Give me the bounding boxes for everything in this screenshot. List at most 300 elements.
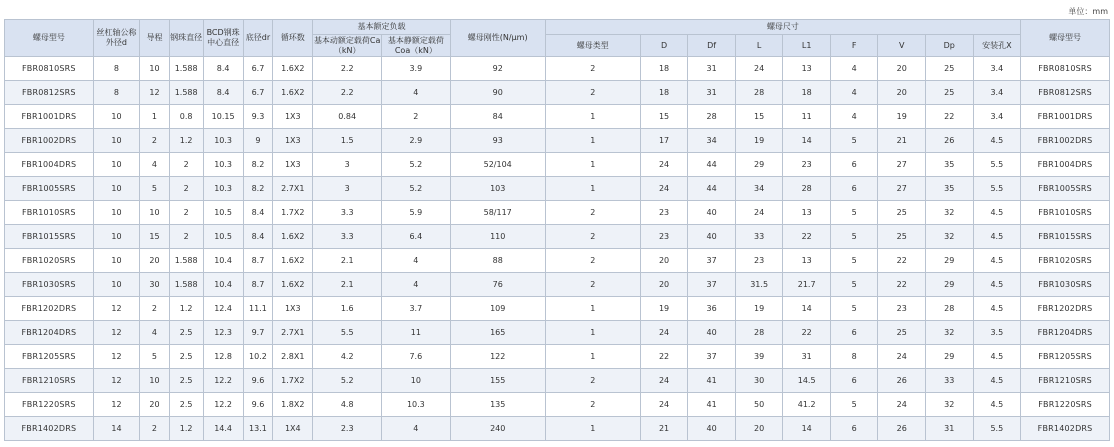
table-cell: 4.5 (973, 273, 1021, 297)
table-cell: 76 (450, 273, 545, 297)
table-cell: 12.8 (203, 345, 243, 369)
table-cell: 5 (140, 345, 170, 369)
header-D: D (640, 35, 688, 57)
header-F: F (830, 35, 878, 57)
table-row (5, 393, 1110, 417)
table-cell: 21 (878, 129, 926, 153)
table-row (5, 105, 1110, 129)
table-cell: 41 (688, 393, 736, 417)
table-cell: 41.2 (783, 393, 831, 417)
header-V: V (878, 35, 926, 57)
header-model: 螺母型号 (5, 20, 94, 57)
table-row (5, 369, 1110, 393)
table-cell: 3.3 (313, 225, 382, 249)
table-cell: 2 (545, 225, 640, 249)
table-cell: 26 (878, 417, 926, 441)
table-cell: 10.2 (243, 345, 273, 369)
table-cell: 2 (545, 393, 640, 417)
model-cell: FBR1001DRS (5, 105, 94, 129)
table-cell: 20 (878, 57, 926, 81)
table-cell: 1.7X2 (273, 201, 313, 225)
table-cell: 1.6X2 (273, 225, 313, 249)
table-cell: 3.7 (382, 297, 451, 321)
table-cell: 8.4 (243, 201, 273, 225)
table-row (5, 153, 1110, 177)
table-cell: 22 (925, 105, 973, 129)
header-Df: Df (688, 35, 736, 57)
table-cell: 10.3 (382, 393, 451, 417)
model-cell: FBR1010SRS (1021, 201, 1110, 225)
table-row (5, 345, 1110, 369)
table-cell: 29 (735, 153, 783, 177)
table-cell: 10 (93, 225, 139, 249)
table-cell: 30 (140, 273, 170, 297)
table-cell: 7.6 (382, 345, 451, 369)
table-cell: 20 (640, 273, 688, 297)
table-cell: 26 (925, 129, 973, 153)
model-cell: FBR1402DRS (5, 417, 94, 441)
table-cell: 2.8X1 (273, 345, 313, 369)
table-cell: 1 (545, 321, 640, 345)
table-cell: 3.5 (973, 321, 1021, 345)
table-cell: 1.5 (313, 129, 382, 153)
table-cell: 31 (783, 345, 831, 369)
table-cell: 4.5 (973, 201, 1021, 225)
table-cell: 1 (545, 297, 640, 321)
table-cell: 27 (878, 153, 926, 177)
table-cell: 24 (640, 153, 688, 177)
table-cell: 31 (688, 81, 736, 105)
table-cell: 135 (450, 393, 545, 417)
model-cell: FBR1015SRS (1021, 225, 1110, 249)
table-cell: 22 (640, 345, 688, 369)
table-cell: 3 (313, 153, 382, 177)
table-cell: 165 (450, 321, 545, 345)
table-cell: 20 (640, 249, 688, 273)
table-cell: 25 (878, 201, 926, 225)
table-cell: 22 (783, 321, 831, 345)
table-cell: 23 (783, 153, 831, 177)
table-cell: 44 (688, 177, 736, 201)
model-cell: FBR0810SRS (1021, 57, 1110, 81)
table-cell: 6 (830, 321, 878, 345)
table-cell: 12.3 (203, 321, 243, 345)
table-cell: 4 (382, 249, 451, 273)
table-cell: 1.6X2 (273, 273, 313, 297)
table-cell: 6 (830, 177, 878, 201)
table-cell: 28 (783, 177, 831, 201)
table-cell: 19 (640, 297, 688, 321)
table-cell: 2 (545, 57, 640, 81)
table-cell: 5.5 (313, 321, 382, 345)
model-cell: FBR1002DRS (5, 129, 94, 153)
table-cell: 22 (878, 249, 926, 273)
table-cell: 29 (925, 249, 973, 273)
table-cell: 2.1 (313, 273, 382, 297)
table-cell: 3.3 (313, 201, 382, 225)
table-cell: 41 (688, 369, 736, 393)
table-cell: 10.3 (203, 129, 243, 153)
table-cell: 19 (878, 105, 926, 129)
table-cell: 18 (783, 81, 831, 105)
header-ball-diameter: 钢珠直径 (169, 20, 203, 57)
table-cell: 3 (313, 177, 382, 201)
table-cell: 1.7X2 (273, 369, 313, 393)
table-cell: 14.5 (783, 369, 831, 393)
table-cell: 18 (640, 57, 688, 81)
table-cell: 24 (878, 393, 926, 417)
table-cell: 93 (450, 129, 545, 153)
table-cell: 10.3 (203, 153, 243, 177)
table-cell: 13 (783, 57, 831, 81)
table-cell: 22 (783, 225, 831, 249)
table-cell: 10.4 (203, 273, 243, 297)
model-cell: FBR1005SRS (5, 177, 94, 201)
table-cell: 5 (830, 297, 878, 321)
header-rigidity: 螺母刚性(N/μm) (450, 20, 545, 57)
table-cell: 40 (688, 417, 736, 441)
table-cell: 2.1 (313, 249, 382, 273)
table-cell: 13 (783, 249, 831, 273)
table-cell: 1 (545, 153, 640, 177)
table-cell: 109 (450, 297, 545, 321)
table-cell: 12 (93, 393, 139, 417)
table-cell: 11 (382, 321, 451, 345)
table-cell: 2.3 (313, 417, 382, 441)
ball-screw-nut-spec-table (4, 19, 1110, 441)
table-body (5, 57, 1110, 441)
table-cell: 4 (382, 273, 451, 297)
table-cell: 32 (925, 201, 973, 225)
table-cell: 10.5 (203, 201, 243, 225)
table-cell: 5.9 (382, 201, 451, 225)
table-cell: 33 (735, 225, 783, 249)
table-cell: 35 (925, 177, 973, 201)
table-cell: 29 (925, 273, 973, 297)
table-cell: 1.6X2 (273, 57, 313, 81)
table-cell: 23 (735, 249, 783, 273)
table-cell: 10 (93, 129, 139, 153)
table-cell: 6 (830, 417, 878, 441)
table-cell: 27 (878, 177, 926, 201)
table-cell: 15 (140, 225, 170, 249)
table-cell: 28 (925, 297, 973, 321)
table-cell: 5.2 (313, 369, 382, 393)
model-cell: FBR1004DRS (1021, 153, 1110, 177)
table-cell: 8.4 (203, 57, 243, 81)
table-cell: 5 (830, 249, 878, 273)
table-cell: 1.6X2 (273, 81, 313, 105)
table-cell: 50 (735, 393, 783, 417)
model-cell: FBR0810SRS (5, 57, 94, 81)
model-cell: FBR1004DRS (5, 153, 94, 177)
table-cell: 44 (688, 153, 736, 177)
table-cell: 15 (735, 105, 783, 129)
model-cell: FBR1030SRS (5, 273, 94, 297)
table-cell: 4 (140, 153, 170, 177)
table-cell: 8 (93, 81, 139, 105)
model-cell: FBR1005SRS (1021, 177, 1110, 201)
table-cell: 3.4 (973, 105, 1021, 129)
table-cell: 8.4 (243, 225, 273, 249)
table-row (5, 201, 1110, 225)
table-cell: 1.6 (313, 297, 382, 321)
table-row (5, 57, 1110, 81)
model-cell: FBR1205SRS (5, 345, 94, 369)
table-cell: 4 (830, 57, 878, 81)
header-lead: 导程 (140, 20, 170, 57)
table-cell: 31.5 (735, 273, 783, 297)
header-mount-hole: 安装孔X (973, 35, 1021, 57)
table-cell: 8.7 (243, 273, 273, 297)
table-cell: 2 (169, 201, 203, 225)
model-cell: FBR1001DRS (1021, 105, 1110, 129)
table-cell: 1.588 (169, 81, 203, 105)
table-row (5, 417, 1110, 441)
table-cell: 88 (450, 249, 545, 273)
table-cell: 58/117 (450, 201, 545, 225)
table-cell: 14.4 (203, 417, 243, 441)
table-cell: 1.2 (169, 417, 203, 441)
table-cell: 4.5 (973, 345, 1021, 369)
table-cell: 20 (140, 393, 170, 417)
table-cell: 13.1 (243, 417, 273, 441)
table-cell: 2 (140, 417, 170, 441)
table-cell: 10 (93, 105, 139, 129)
table-cell: 2.7X1 (273, 177, 313, 201)
table-cell: 2 (382, 105, 451, 129)
table-cell: 17 (640, 129, 688, 153)
table-cell: 1 (545, 105, 640, 129)
table-cell: 1X4 (273, 417, 313, 441)
table-cell: 28 (688, 105, 736, 129)
table-cell: 1.588 (169, 273, 203, 297)
table-cell: 5 (830, 393, 878, 417)
table-cell: 5.5 (973, 177, 1021, 201)
table-cell: 10.3 (203, 177, 243, 201)
table-cell: 24 (640, 177, 688, 201)
table-cell: 23 (640, 225, 688, 249)
table-cell: 8.2 (243, 177, 273, 201)
table-cell: 20 (140, 249, 170, 273)
table-cell: 24 (735, 57, 783, 81)
table-cell: 90 (450, 81, 545, 105)
table-cell: 31 (688, 57, 736, 81)
table-row (5, 225, 1110, 249)
header-static-load: 基本静额定载荷Coa（kN） (382, 35, 451, 57)
table-cell: 9.3 (243, 105, 273, 129)
table-cell: 25 (878, 321, 926, 345)
table-cell: 8 (830, 345, 878, 369)
table-cell: 4.5 (973, 393, 1021, 417)
table-cell: 1 (545, 177, 640, 201)
table-cell: 14 (783, 297, 831, 321)
table-cell: 5.2 (382, 153, 451, 177)
table-cell: 6 (830, 153, 878, 177)
table-cell: 25 (878, 225, 926, 249)
table-cell: 10 (93, 273, 139, 297)
table-cell: 1X3 (273, 129, 313, 153)
table-cell: 25 (925, 81, 973, 105)
table-cell: 122 (450, 345, 545, 369)
table-cell: 2 (545, 201, 640, 225)
table-cell: 3.4 (973, 81, 1021, 105)
table-cell: 37 (688, 273, 736, 297)
table-cell: 36 (688, 297, 736, 321)
table-cell: 92 (450, 57, 545, 81)
table-cell: 1 (140, 105, 170, 129)
table-cell: 22 (878, 273, 926, 297)
table-cell: 6.4 (382, 225, 451, 249)
table-cell: 31 (925, 417, 973, 441)
table-cell: 9 (243, 129, 273, 153)
unit-label: 单位：mm (1068, 7, 1108, 16)
table-cell: 19 (735, 129, 783, 153)
table-cell: 4 (830, 81, 878, 105)
header-circuits: 循环数 (273, 20, 313, 57)
table-cell: 2.5 (169, 321, 203, 345)
table-cell: 12 (93, 321, 139, 345)
table-cell: 5 (830, 225, 878, 249)
table-cell: 18 (640, 81, 688, 105)
table-cell: 12.2 (203, 369, 243, 393)
table-cell: 5 (830, 273, 878, 297)
table-cell: 12 (140, 81, 170, 105)
table-cell: 21 (640, 417, 688, 441)
model-cell: FBR1204DRS (5, 321, 94, 345)
header-dynamic-load: 基本动额定载荷Ca（kN） (313, 35, 381, 55)
table-cell: 2 (545, 369, 640, 393)
table-cell: 32 (925, 225, 973, 249)
table-cell: 1.2 (169, 297, 203, 321)
table-cell: 34 (688, 129, 736, 153)
table-cell: 2.2 (313, 81, 382, 105)
table-cell: 14 (93, 417, 139, 441)
table-cell: 8.4 (203, 81, 243, 105)
table-cell: 28 (735, 81, 783, 105)
table-cell: 4.2 (313, 345, 382, 369)
table-cell: 1X3 (273, 297, 313, 321)
header-model-right: 螺母型号 (1021, 20, 1110, 57)
table-row (5, 177, 1110, 201)
model-cell: FBR1010SRS (5, 201, 94, 225)
table-cell: 12 (93, 345, 139, 369)
table-cell: 2 (140, 129, 170, 153)
table-cell: 37 (688, 249, 736, 273)
table-cell: 5.5 (973, 417, 1021, 441)
model-cell: FBR1210SRS (1021, 369, 1110, 393)
table-cell: 26 (878, 369, 926, 393)
header-Dp: Dp (925, 35, 973, 57)
table-cell: 1 (545, 417, 640, 441)
model-cell: FBR1202DRS (5, 297, 94, 321)
table-cell: 12.2 (203, 393, 243, 417)
table-cell: 4.5 (973, 369, 1021, 393)
model-cell: FBR1220SRS (5, 393, 94, 417)
table-cell: 2 (140, 297, 170, 321)
table-cell: 155 (450, 369, 545, 393)
model-cell: FBR1204DRS (1021, 321, 1110, 345)
table-cell: 10 (140, 57, 170, 81)
table-cell: 1.588 (169, 249, 203, 273)
table-cell: 12 (93, 369, 139, 393)
table-cell: 10.15 (203, 105, 243, 129)
table-cell: 24 (640, 321, 688, 345)
table-cell: 29 (925, 345, 973, 369)
table-cell: 28 (735, 321, 783, 345)
table-cell: 4.5 (973, 225, 1021, 249)
table-row (5, 273, 1110, 297)
table-cell: 24 (640, 369, 688, 393)
table-cell: 10 (140, 201, 170, 225)
model-cell: FBR1205SRS (1021, 345, 1110, 369)
table-cell: 32 (925, 321, 973, 345)
table-cell: 11.1 (243, 297, 273, 321)
table-cell: 6.7 (243, 57, 273, 81)
table-cell: 10 (93, 177, 139, 201)
table-cell: 10 (140, 369, 170, 393)
table-row (5, 321, 1110, 345)
table-cell: 4.5 (973, 297, 1021, 321)
table-cell: 40 (688, 321, 736, 345)
table-cell: 25 (925, 57, 973, 81)
table-cell: 40 (688, 225, 736, 249)
table-cell: 9.7 (243, 321, 273, 345)
table-cell: 2.2 (313, 57, 382, 81)
table-cell: 11 (783, 105, 831, 129)
table-cell: 1.588 (169, 57, 203, 81)
table-cell: 84 (450, 105, 545, 129)
table-cell: 103 (450, 177, 545, 201)
table-row (5, 129, 1110, 153)
table-cell: 23 (640, 201, 688, 225)
table-cell: 4 (382, 81, 451, 105)
table-cell: 14 (783, 129, 831, 153)
table-cell: 20 (735, 417, 783, 441)
model-cell: FBR1002DRS (1021, 129, 1110, 153)
model-cell: FBR1202DRS (1021, 297, 1110, 321)
table-cell: 52/104 (450, 153, 545, 177)
model-cell: FBR1030SRS (1021, 273, 1110, 297)
table-cell: 32 (925, 393, 973, 417)
table-cell: 2 (545, 249, 640, 273)
table-cell: 8.7 (243, 249, 273, 273)
table-row (5, 249, 1110, 273)
table-cell: 4 (382, 417, 451, 441)
model-cell: FBR1020SRS (1021, 249, 1110, 273)
model-cell: FBR1020SRS (5, 249, 94, 273)
table-cell: 24 (735, 201, 783, 225)
table-cell: 3.9 (382, 57, 451, 81)
table-cell: 6.7 (243, 81, 273, 105)
table-cell: 20 (878, 81, 926, 105)
table-cell: 2 (169, 153, 203, 177)
table-cell: 110 (450, 225, 545, 249)
table-cell: 5 (140, 177, 170, 201)
table-cell: 1 (545, 345, 640, 369)
table-cell: 5 (830, 201, 878, 225)
table-cell: 4 (830, 105, 878, 129)
header-shaft-diameter: 丝杠轴公称外径d (93, 20, 139, 57)
table-cell: 33 (925, 369, 973, 393)
table-cell: 12 (93, 297, 139, 321)
table-cell: 5.2 (382, 177, 451, 201)
table-cell: 8 (93, 57, 139, 81)
header-bcd: BCD钢珠中心直径 (203, 20, 243, 57)
table-cell: 1 (545, 129, 640, 153)
table-cell: 4.5 (973, 129, 1021, 153)
table-cell: 35 (925, 153, 973, 177)
